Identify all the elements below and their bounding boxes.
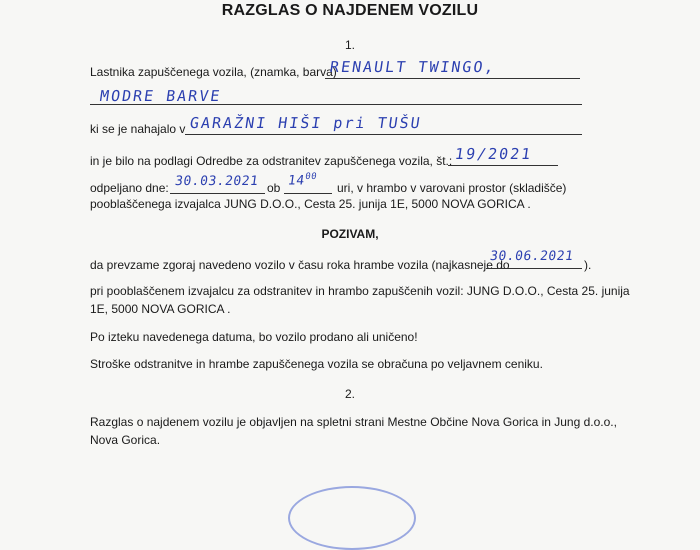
pickup-deadline: 30.06.2021 — [488, 249, 575, 264]
pickup-label: da prevzame zgoraj navedeno vozilo v času roka hrambe vozila (najkasneje do — [90, 258, 510, 272]
owner-label: Lastnika zapuščenega vozila, (znamka, barva) — [90, 65, 337, 79]
storage-text: uri, v hrambo v varovani prostor (skladišče) — [337, 181, 567, 195]
pickup-underline — [486, 268, 582, 269]
publication-line1: Razglas o najdenem vozilu je objavljen na spletni strani Mestne Občine Nova Gorica in Jung d.o.o., — [90, 415, 617, 429]
official-stamp — [288, 486, 416, 550]
towed-date-underline — [170, 193, 265, 194]
location-label: ki se je nahajalo v — [90, 122, 186, 136]
owner-underline — [325, 78, 580, 79]
owner-value-line1: RENAULT TWINGO, — [328, 58, 497, 76]
warning-text: Po izteku navedenega datuma, bo vozilo prodano ali uničeno! — [90, 330, 418, 344]
towed-time-underline — [284, 193, 332, 194]
location-underline — [185, 134, 582, 135]
document-title: RAZGLAS O NAJDENEM VOZILU — [221, 2, 479, 19]
towed-date: 30.03.2021 — [173, 174, 260, 189]
pickup-close: ). — [584, 258, 592, 272]
costs-text: Stroške odstranitve in hrambe zapuščenega vozila se obračuna po veljavnem ceniku. — [90, 357, 543, 371]
publication-line2: Nova Gorica. — [90, 433, 161, 447]
authorized-contractor: pooblaščenega izvajalca JUNG D.O.O., Cesta 25. junija 1E, 5000 NOVA GORICA . — [90, 197, 531, 211]
section-number-2: 2. — [344, 387, 355, 401]
towed-minutes: 00 — [304, 172, 318, 182]
owner-value-line2: MODRE BARVE — [98, 87, 223, 105]
order-number: 19/2021 — [453, 145, 534, 163]
section-number-1: 1. — [344, 38, 355, 52]
pozivam-heading: POZIVAM, — [321, 227, 379, 241]
towed-time — [287, 172, 318, 188]
at-label: ob — [267, 181, 281, 195]
order-underline — [448, 165, 558, 166]
contractor-line2: 1E, 5000 NOVA GORICA . — [90, 302, 231, 316]
owner-underline-2 — [90, 104, 582, 105]
contractor-line1: pri pooblaščenem izvajalcu za odstranitev in hrambo zapuščenih vozil: JUNG D.O.O., Cesta 25. junija — [90, 284, 630, 298]
towed-label: odpeljano dne: — [90, 181, 169, 195]
order-label: in je bilo na podlagi Odredbe za odstranitev zapuščenega vozila, št.: — [90, 154, 453, 168]
location-value: GARAŽNI HIŠI pri TUŠU — [188, 114, 423, 132]
towed-hour: 14 — [286, 173, 306, 189]
